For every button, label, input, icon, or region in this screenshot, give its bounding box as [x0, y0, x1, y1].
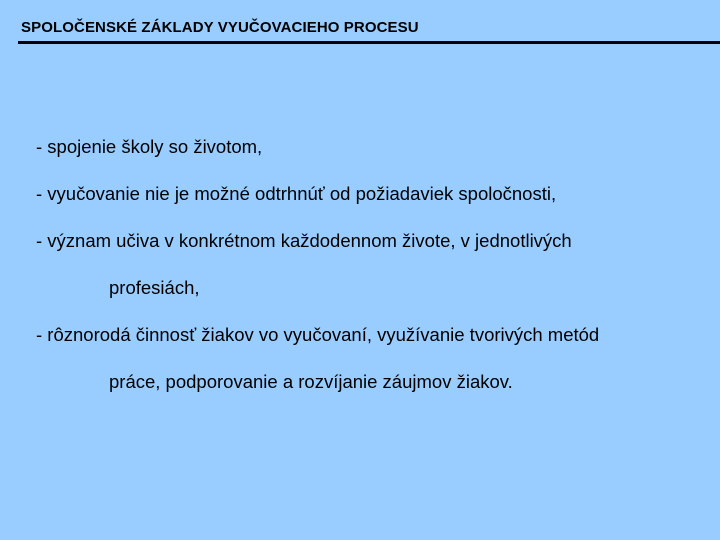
bullet-item-continuation: profesiách, — [109, 277, 200, 298]
bullet-item-continuation: práce, podporovanie a rozvíjanie záujmov žiakov. — [109, 371, 513, 392]
title-underline — [18, 41, 720, 44]
bullet-item: - vyučovanie nie je možné odtrhnúť od požiadaviek spoločnosti, — [36, 183, 557, 204]
bullet-item: - význam učiva v konkrétnom každodennom živote, v jednotlivých — [36, 230, 572, 251]
slide-title: SPOLOČENSKÉ ZÁKLADY VYUČOVACIEHO PROCESU — [21, 19, 419, 36]
bullet-list — [36, 128, 706, 410]
bullet-item: - rôznorodá činnosť žiakov vo vyučovaní, využívanie tvorivých metód — [36, 324, 600, 345]
bullet-item: - spojenie školy so životom, — [36, 136, 263, 157]
